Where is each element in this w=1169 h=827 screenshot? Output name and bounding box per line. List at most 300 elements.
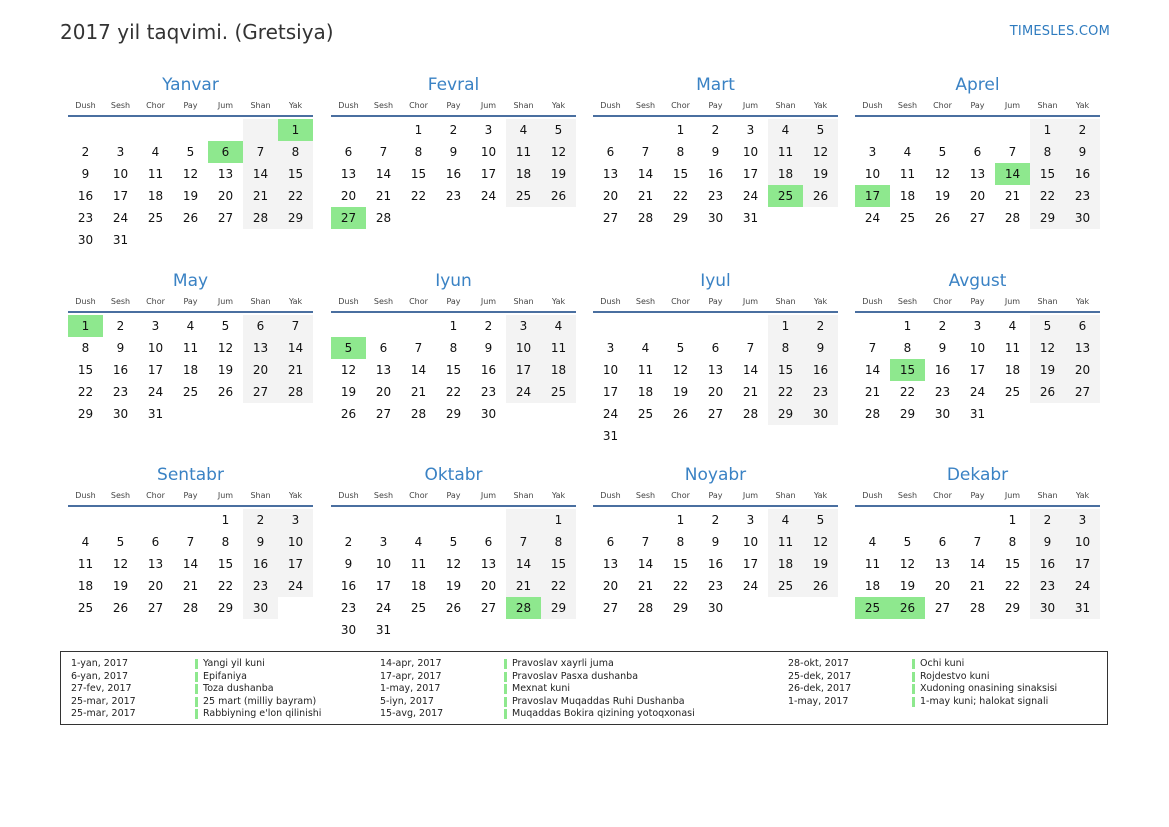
- site-link[interactable]: TIMESLES.COM: [1009, 24, 1110, 39]
- day-cell: 23: [243, 575, 278, 597]
- weekday-header: [855, 295, 1100, 313]
- day-cell-empty: [278, 403, 313, 425]
- day-cell: 2: [81, 145, 90, 159]
- weekday-label: Sesh: [897, 491, 918, 500]
- day-cell: 22: [217, 579, 234, 593]
- day-cell: 31: [969, 407, 986, 421]
- day-cell-empty: [208, 229, 243, 251]
- day-cell: 6: [379, 341, 388, 355]
- day-cell: 21: [742, 385, 759, 399]
- day-cell: 8: [414, 145, 423, 159]
- day-cell: 19: [1030, 359, 1065, 381]
- day-cell: 22: [278, 185, 313, 207]
- month-name: Fevral: [427, 75, 480, 95]
- day-cell-empty: [331, 509, 366, 531]
- weekday-label: Dush: [338, 491, 359, 500]
- weekday-label: Dush: [600, 297, 621, 306]
- day-cell: 6: [243, 315, 278, 337]
- day-cell: 18: [768, 163, 803, 185]
- weekday-header: [68, 99, 313, 117]
- month-name: Avgust: [948, 271, 1007, 291]
- day-cell: 2: [711, 513, 720, 527]
- legend-item: [380, 671, 695, 684]
- day-cell: 17: [480, 167, 497, 181]
- day-cell: 13: [340, 167, 357, 181]
- weekday-label: Pay: [970, 297, 985, 306]
- day-cell-empty: [173, 403, 208, 425]
- day-cell-empty: [890, 509, 925, 531]
- weekday-label: Yak: [551, 297, 566, 306]
- month-yanvar: [68, 75, 313, 251]
- weekday-label: Sesh: [110, 101, 131, 110]
- day-cell: 19: [934, 189, 951, 203]
- day-cell: 11: [77, 557, 94, 571]
- day-cell: 27: [969, 211, 986, 225]
- day-cell: 14: [969, 557, 986, 571]
- weekday-label: Shan: [250, 101, 271, 110]
- day-cell: 15: [77, 363, 94, 377]
- day-cell: 27: [602, 601, 619, 615]
- month-name: May: [172, 271, 209, 291]
- day-grid: [855, 315, 1100, 425]
- day-cell: 28: [864, 407, 881, 421]
- day-cell: 19: [803, 553, 838, 575]
- day-cell-empty: [593, 119, 628, 141]
- day-cell: 24: [864, 211, 881, 225]
- day-cell: 26: [672, 407, 689, 421]
- weekday-header: [855, 489, 1100, 507]
- day-cell: 26: [112, 601, 129, 615]
- day-cell: 25: [182, 385, 199, 399]
- day-cell: 4: [506, 119, 541, 141]
- day-cell-empty: [803, 207, 838, 229]
- weekday-label: Pay: [708, 491, 723, 500]
- day-cell-empty: [593, 509, 628, 531]
- day-cell-empty: [628, 509, 663, 531]
- weekday-label: Pay: [183, 297, 198, 306]
- month-sentabr: [68, 465, 313, 619]
- weekday-label: Sesh: [110, 491, 131, 500]
- day-cell: 14: [278, 337, 313, 359]
- weekday-label: Shan: [513, 297, 534, 306]
- day-cell: 10: [278, 531, 313, 553]
- day-cell: 15: [672, 557, 689, 571]
- day-cell-empty: [925, 509, 960, 531]
- weekday-header: [331, 295, 576, 313]
- day-cell: 11: [410, 557, 427, 571]
- holiday-date: 15-avg, 2017: [380, 708, 444, 720]
- day-cell: 29: [278, 207, 313, 229]
- day-cell-empty: [138, 509, 173, 531]
- day-cell: 22: [445, 385, 462, 399]
- weekday-header: [593, 489, 838, 507]
- day-cell-empty: [855, 315, 890, 337]
- day-cell: 19: [217, 363, 234, 377]
- day-cell: 21: [637, 579, 654, 593]
- day-cell: 7: [278, 315, 313, 337]
- day-cell: 4: [186, 319, 195, 333]
- legend-item: [71, 658, 321, 671]
- day-cell-empty: [471, 619, 506, 641]
- day-cell-empty: [768, 207, 803, 229]
- day-cell: 11: [541, 337, 576, 359]
- day-cell: 12: [541, 141, 576, 163]
- day-cell: 11: [768, 141, 803, 163]
- day-grid: [593, 315, 838, 447]
- weekday-label: Sesh: [110, 297, 131, 306]
- day-cell: 13: [602, 557, 619, 571]
- day-cell: 4: [768, 509, 803, 531]
- weekday-label: Dush: [862, 491, 883, 500]
- day-cell: 12: [112, 557, 129, 571]
- weekday-label: Chor: [409, 101, 428, 110]
- day-cell-empty: [698, 315, 733, 337]
- weekday-label: Yak: [551, 101, 566, 110]
- month-name: Sentabr: [157, 465, 224, 485]
- day-cell: 21: [375, 189, 392, 203]
- day-cell: 18: [410, 579, 427, 593]
- day-cell: 9: [449, 145, 458, 159]
- day-cell-empty: [436, 509, 471, 531]
- day-cell-empty: [173, 509, 208, 531]
- day-cell: 13: [602, 167, 619, 181]
- weekday-label: Pay: [970, 101, 985, 110]
- day-cell: 6: [711, 341, 720, 355]
- month-dekabr: [855, 465, 1100, 619]
- day-cell: 25: [768, 575, 803, 597]
- day-cell: 6: [344, 145, 353, 159]
- holiday-name: Mexnat kuni: [512, 683, 570, 695]
- day-cell-empty: [890, 119, 925, 141]
- day-cell: 12: [803, 141, 838, 163]
- holiday-legend: [60, 651, 1108, 725]
- day-cell: 28: [637, 601, 654, 615]
- legend-item: [71, 683, 321, 696]
- day-grid: [331, 315, 576, 425]
- day-cell: 30: [77, 233, 94, 247]
- day-cell: 1: [903, 319, 912, 333]
- weekday-header: [331, 99, 576, 117]
- day-cell: 29: [77, 407, 94, 421]
- day-cell: 15: [217, 557, 234, 571]
- weekday-label: Shan: [1037, 491, 1058, 500]
- day-cell: 27: [243, 381, 278, 403]
- weekday-label: Dush: [75, 101, 96, 110]
- day-cell-empty: [138, 119, 173, 141]
- weekday-label: Pay: [970, 491, 985, 500]
- day-cell: 15: [278, 163, 313, 185]
- month-mart: [593, 75, 838, 229]
- day-cell: 9: [484, 341, 493, 355]
- day-grid: [593, 509, 838, 619]
- day-cell: 20: [934, 579, 951, 593]
- day-cell: 27: [147, 601, 164, 615]
- day-cell: 18: [182, 363, 199, 377]
- day-cell: 10: [112, 167, 129, 181]
- holiday-marker: [912, 684, 915, 694]
- day-cell: 1: [768, 315, 803, 337]
- day-cell-empty: [208, 119, 243, 141]
- day-cell: 3: [278, 509, 313, 531]
- weekday-label: Shan: [775, 101, 796, 110]
- day-cell: 3: [973, 319, 982, 333]
- day-cell: 17: [742, 557, 759, 571]
- day-cell: 21: [1004, 189, 1021, 203]
- weekday-label: Jum: [480, 101, 497, 110]
- day-cell-empty: [471, 207, 506, 229]
- day-cell: 22: [672, 579, 689, 593]
- day-cell-empty: [925, 119, 960, 141]
- day-cell: 20: [243, 359, 278, 381]
- day-cell-empty: [803, 597, 838, 619]
- day-cell: 6: [606, 145, 615, 159]
- weekday-label: Sesh: [373, 491, 394, 500]
- holiday-name: Epifaniya: [203, 670, 247, 682]
- day-cell: 15: [672, 167, 689, 181]
- day-cell: 28: [243, 207, 278, 229]
- day-cell: 17: [278, 553, 313, 575]
- day-cell: 18: [864, 579, 881, 593]
- day-cell: 1: [414, 123, 423, 137]
- day-cell: 4: [151, 145, 160, 159]
- weekday-label: Sesh: [635, 101, 656, 110]
- month-name: Yanvar: [162, 75, 219, 95]
- day-cell: 8: [676, 535, 685, 549]
- weekday-label: Dush: [75, 297, 96, 306]
- day-cell: 8: [676, 145, 685, 159]
- weekday-header: [68, 295, 313, 313]
- weekday-label: Sesh: [373, 297, 394, 306]
- day-cell: 23: [340, 601, 357, 615]
- day-cell: 28: [410, 407, 427, 421]
- holiday-marker: [504, 672, 507, 682]
- day-cell: 10: [147, 341, 164, 355]
- day-cell: 14: [637, 167, 654, 181]
- weekday-label: Yak: [813, 491, 828, 500]
- weekday-header: [68, 489, 313, 507]
- weekday-label: Pay: [446, 491, 461, 500]
- day-cell: 14: [742, 363, 759, 377]
- holiday-marker: [195, 672, 198, 682]
- day-cell: 23: [803, 381, 838, 403]
- day-cell: 5: [1030, 315, 1065, 337]
- weekday-label: Chor: [671, 491, 690, 500]
- day-cell: 22: [410, 189, 427, 203]
- day-cell-empty: [628, 119, 663, 141]
- legend-item: [788, 696, 1057, 709]
- day-cell: 28: [1004, 211, 1021, 225]
- day-cell: 1: [1008, 513, 1017, 527]
- day-cell: 20: [969, 189, 986, 203]
- day-cell: 14: [410, 363, 427, 377]
- day-cell: 30: [1065, 207, 1100, 229]
- day-cell: 8: [1030, 141, 1065, 163]
- day-cell: 15: [1030, 163, 1065, 185]
- day-cell: 5: [449, 535, 458, 549]
- day-cell-empty: [366, 509, 401, 531]
- day-cell: 20: [602, 189, 619, 203]
- weekday-label: Chor: [409, 297, 428, 306]
- day-cell: 10: [742, 145, 759, 159]
- day-cell: 12: [182, 167, 199, 181]
- day-cell: 29: [1030, 207, 1065, 229]
- day-cell: 30: [340, 623, 357, 637]
- holiday-name: Pravoslav Muqaddas Ruhi Dushanba: [512, 695, 685, 707]
- day-cell-empty: [506, 403, 541, 425]
- day-cell: 29: [541, 597, 576, 619]
- day-cell: 25: [147, 211, 164, 225]
- holiday-day-cell: 25: [768, 185, 803, 207]
- day-cell: 24: [742, 579, 759, 593]
- day-cell: 22: [899, 385, 916, 399]
- holiday-day-cell: 15: [890, 359, 925, 381]
- holiday-marker: [195, 684, 198, 694]
- holiday-date: 28-okt, 2017: [788, 658, 849, 669]
- holiday-name: Pravoslav Pasxa dushanba: [512, 670, 639, 682]
- day-cell: 3: [1065, 509, 1100, 531]
- day-cell: 25: [410, 601, 427, 615]
- weekday-label: Shan: [513, 491, 534, 500]
- holiday-day-cell: 5: [331, 337, 366, 359]
- weekday-header: [331, 489, 576, 507]
- month-fevral: [331, 75, 576, 229]
- weekday-label: Dush: [338, 101, 359, 110]
- day-cell: 7: [414, 341, 423, 355]
- day-cell: 26: [445, 601, 462, 615]
- weekday-label: Yak: [288, 297, 303, 306]
- holiday-day-cell: 17: [855, 185, 890, 207]
- day-cell: 7: [973, 535, 982, 549]
- holiday-date: 17-apr, 2017: [380, 670, 442, 682]
- weekday-label: Chor: [671, 297, 690, 306]
- day-cell: 17: [375, 579, 392, 593]
- day-cell: 19: [899, 579, 916, 593]
- day-cell: 15: [445, 363, 462, 377]
- holiday-marker: [912, 659, 915, 669]
- weekday-label: Shan: [250, 491, 271, 500]
- day-cell: 2: [449, 123, 458, 137]
- day-cell: 5: [541, 119, 576, 141]
- day-cell: 22: [1004, 579, 1021, 593]
- day-cell: 29: [672, 601, 689, 615]
- month-may: [68, 271, 313, 425]
- day-cell-empty: [506, 509, 541, 531]
- day-cell: 10: [602, 363, 619, 377]
- legend-item: [380, 683, 695, 696]
- holiday-day-cell: 1: [278, 119, 313, 141]
- day-grid: [593, 119, 838, 229]
- day-cell: 3: [116, 145, 125, 159]
- weekday-label: Chor: [409, 491, 428, 500]
- weekday-label: Shan: [250, 297, 271, 306]
- day-cell: 19: [445, 579, 462, 593]
- day-cell-empty: [1030, 403, 1065, 425]
- day-cell: 13: [934, 557, 951, 571]
- day-cell-empty: [698, 425, 733, 447]
- day-cell: 31: [112, 233, 129, 247]
- day-cell: 14: [182, 557, 199, 571]
- day-cell: 24: [602, 407, 619, 421]
- holiday-marker: [195, 659, 198, 669]
- day-cell: 24: [742, 189, 759, 203]
- day-cell: 18: [637, 385, 654, 399]
- weekday-label: Chor: [146, 491, 165, 500]
- day-cell: 16: [243, 553, 278, 575]
- weekday-label: Pay: [183, 491, 198, 500]
- day-cell: 2: [243, 509, 278, 531]
- day-cell: 14: [243, 163, 278, 185]
- day-cell: 27: [602, 211, 619, 225]
- day-cell: 8: [903, 341, 912, 355]
- day-cell: 8: [81, 341, 90, 355]
- day-cell: 24: [480, 189, 497, 203]
- day-cell-empty: [593, 315, 628, 337]
- day-cell: 9: [81, 167, 90, 181]
- legend-item: [788, 671, 1057, 684]
- day-cell-empty: [173, 229, 208, 251]
- day-cell: 19: [112, 579, 129, 593]
- day-cell: 23: [707, 189, 724, 203]
- day-cell: 26: [217, 385, 234, 399]
- day-cell: 28: [742, 407, 759, 421]
- day-cell-empty: [995, 403, 1030, 425]
- day-cell: 23: [934, 385, 951, 399]
- day-cell-empty: [663, 315, 698, 337]
- day-cell: 6: [973, 145, 982, 159]
- day-cell: 6: [1065, 315, 1100, 337]
- day-cell: 11: [864, 557, 881, 571]
- day-cell: 24: [1065, 575, 1100, 597]
- weekday-label: Jum: [1004, 297, 1021, 306]
- holiday-date: 27-fev, 2017: [71, 683, 132, 695]
- weekday-label: Sesh: [897, 297, 918, 306]
- day-cell: 7: [379, 145, 388, 159]
- day-grid: [855, 509, 1100, 619]
- day-cell: 1: [221, 513, 230, 527]
- holiday-name: 1-may kuni; halokat signali: [920, 695, 1049, 707]
- day-cell-empty: [768, 597, 803, 619]
- day-cell: 4: [1008, 319, 1017, 333]
- day-cell: 30: [112, 407, 129, 421]
- month-oktabr: [331, 465, 576, 641]
- weekday-label: Dush: [600, 491, 621, 500]
- day-cell: 17: [112, 189, 129, 203]
- day-cell: 18: [147, 189, 164, 203]
- weekday-label: Dush: [862, 297, 883, 306]
- day-cell: 30: [1030, 597, 1065, 619]
- day-cell-empty: [243, 403, 278, 425]
- weekday-label: Yak: [1075, 491, 1090, 500]
- weekday-label: Shan: [775, 297, 796, 306]
- day-cell: 29: [672, 211, 689, 225]
- day-cell: 31: [742, 211, 759, 225]
- day-cell: 26: [1030, 381, 1065, 403]
- day-cell-empty: [541, 619, 576, 641]
- weekday-label: Jum: [742, 491, 759, 500]
- day-cell: 25: [899, 211, 916, 225]
- day-cell: 19: [182, 189, 199, 203]
- holiday-date: 5-iyn, 2017: [380, 695, 434, 707]
- legend-item: [380, 658, 695, 671]
- day-cell-empty: [208, 403, 243, 425]
- day-cell: 22: [77, 385, 94, 399]
- day-cell-empty: [1065, 403, 1100, 425]
- day-cell: 11: [182, 341, 199, 355]
- weekday-label: Pay: [183, 101, 198, 110]
- day-cell: 14: [506, 553, 541, 575]
- day-cell: 1: [449, 319, 458, 333]
- day-cell-empty: [68, 509, 103, 531]
